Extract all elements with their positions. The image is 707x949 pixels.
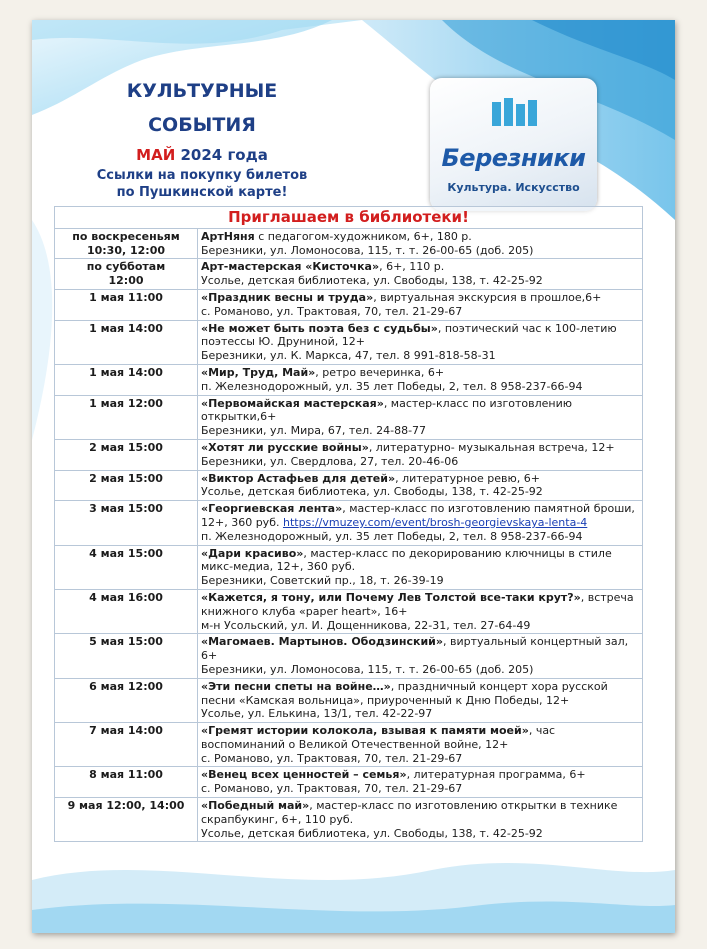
event-date: 2 мая 15:00 (55, 439, 198, 470)
table-heading: Приглашаем в библиотеки! (55, 207, 643, 229)
event-address: Березники, ул. К. Маркса, 47, тел. 8 991-818-58-31 (201, 349, 496, 363)
event-address: Березники, ул. Мира, 67, тел. 24-88-77 (201, 424, 427, 438)
event-date: 9 мая 12:00, 14:00 (55, 798, 198, 842)
event-title: «Гремят истории колокола, взывая к памяти моей» (201, 724, 529, 738)
event-description: , мастер-класс по декорированию ключницы в стиле микс-медиа, 12+, 360 руб. (201, 546, 612, 574)
event-description: с педагогом-художником, 6+, 180 р. (254, 229, 472, 243)
event-address: с. Романово, ул. Трактовая, 70, тел. 21-29-67 (201, 782, 463, 796)
event-address: п. Железнодорожный, ул. 35 лет Победы, 2, тел. 8 958-237-66-94 (201, 529, 583, 543)
event-title: «Эти песни спеты на войне…» (201, 679, 391, 693)
event-date: 1 мая 14:00 (55, 320, 198, 364)
event-description: , 6+, 110 р. (379, 260, 445, 274)
event-title: «Праздник весны и труда» (201, 290, 374, 304)
event-info (198, 545, 643, 589)
table-row (55, 634, 643, 678)
links-line-1: Ссылки на покупку билетов (96, 168, 308, 183)
table-row (55, 364, 643, 395)
title-line-2: СОБЫТИЯ (148, 114, 256, 136)
event-info (198, 439, 643, 470)
event-info (198, 364, 643, 395)
poster-page (32, 20, 675, 933)
table-row (55, 501, 643, 545)
ticket-link[interactable]: https://vmuzey.com/event/brosh-georgievskaya-lenta-4 (282, 515, 588, 529)
event-title: «Виктор Астафьев для детей» (201, 471, 396, 485)
event-address: с. Романово, ул. Трактовая, 70, тел. 21-29-67 (201, 751, 463, 765)
event-info (198, 470, 643, 501)
event-title: «Дари красиво» (201, 546, 304, 560)
event-date: 4 мая 16:00 (55, 589, 198, 633)
event-title: «Хотят ли русские войны» (201, 440, 369, 454)
event-description: , мастер-класс по изготовлению открытки,6+ (201, 396, 572, 424)
event-description: , праздничный концерт хора русской песни «Камская вольница», приуроченный к Дню Победы, 12+ (201, 679, 608, 707)
event-info (198, 259, 643, 290)
links-line-2: по Пушкинской карте! (116, 185, 288, 200)
event-title: «Первомайская мастерская» (201, 396, 384, 410)
event-address: Усолье, детская библиотека, ул. Свободы, 138, т. 42-25-92 (201, 826, 543, 840)
event-address: Усолье, детская библиотека, ул. Свободы, 138, т. 42-25-92 (201, 485, 543, 499)
event-info (198, 767, 643, 798)
table-row (55, 320, 643, 364)
event-info (198, 723, 643, 767)
event-info (198, 798, 643, 842)
table-row (55, 395, 643, 439)
table-row (55, 798, 643, 842)
table-row (55, 470, 643, 501)
event-info (198, 395, 643, 439)
event-date: 1 мая 11:00 (55, 289, 198, 320)
event-title: Арт-мастерская «Кисточка» (201, 260, 380, 274)
event-description: , мастер-класс по изготовлению памятной броши, 12+, 360 руб. (201, 502, 635, 529)
event-address: м-н Усольский, ул. И. Дощенникова, 22-31, тел. 27-64-49 (201, 618, 531, 632)
event-info (198, 678, 643, 722)
table-heading-row (55, 207, 643, 229)
event-address: с. Романово, ул. Трактовая, 70, тел. 21-29-67 (201, 304, 463, 318)
berezniki-logo (430, 78, 597, 211)
event-address: Березники, ул. Ломоносова, 115, т. т. 26-00-65 (доб. 205) (201, 662, 534, 676)
table-row (55, 545, 643, 589)
event-title: «Мир, Труд, Май» (201, 365, 316, 379)
event-description: , литературное ревю, 6+ (395, 471, 540, 485)
event-info (198, 501, 643, 545)
title-line-1: КУЛЬТУРНЫЕ (126, 80, 278, 102)
event-description: , встреча книжного клуба «paper heart», 16+ (201, 590, 634, 618)
event-description: , виртуальная экскурсия в прошлое,6+ (373, 290, 602, 304)
event-date: 1 мая 12:00 (55, 395, 198, 439)
event-address: Березники, Советский пр., 18, т. 26-39-19 (201, 574, 444, 588)
table-row (55, 228, 643, 259)
event-date: 2 мая 15:00 (55, 470, 198, 501)
event-info (198, 289, 643, 320)
events-table (54, 206, 643, 842)
month-name: МАЙ (136, 146, 176, 164)
table-row (55, 439, 643, 470)
pushkin-card-note (76, 167, 328, 201)
event-title: АртНяня (201, 229, 255, 243)
logo-subtitle: Культура. Искусство (447, 181, 580, 194)
event-info (198, 634, 643, 678)
event-description: , литературно- музыкальная встреча, 12+ (368, 440, 615, 454)
event-description: , виртуальный концертный зал, 6+ (201, 635, 629, 663)
event-date: 6 мая 12:00 (55, 678, 198, 722)
table-row (55, 589, 643, 633)
event-info (198, 320, 643, 364)
event-date: 5 мая 15:00 (55, 634, 198, 678)
table-row (55, 767, 643, 798)
event-address: Березники, ул. Ломоносова, 115, т. т. 26-00-65 (доб. 205) (201, 243, 534, 257)
event-info (198, 228, 643, 259)
event-description: , час воспоминаний о Великой Отечественной войне, 12+ (201, 724, 556, 751)
event-title: «Победный май» (201, 799, 310, 813)
event-title: «Кажется, я тону, или Почему Лев Толстой все-таки крут?» (201, 590, 581, 604)
event-description: , литературная программа, 6+ (406, 768, 586, 782)
event-date: 4 мая 15:00 (55, 545, 198, 589)
event-address: п. Железнодорожный, ул. 35 лет Победы, 2, тел. 8 958-237-66-94 (201, 379, 583, 393)
event-description: , мастер-класс по изготовлению открытки в технике скрапбукинг, 6+, 110 руб. (201, 799, 618, 826)
event-date: 7 мая 14:00 (55, 723, 198, 767)
table-row (55, 723, 643, 767)
event-title: «Магомаев. Мартынов. Ободзинский» (201, 635, 443, 649)
table-row (55, 259, 643, 290)
event-info (198, 589, 643, 633)
table-row (55, 289, 643, 320)
year-text: 2024 года (180, 146, 268, 164)
event-address: Усолье, ул. Елькина, 13/1, тел. 42-22-97 (201, 707, 433, 721)
event-date: 1 мая 14:00 (55, 364, 198, 395)
month-line (92, 146, 312, 164)
event-date: 3 мая 15:00 (55, 501, 198, 545)
event-description: , ретро вечеринка, 6+ (315, 365, 445, 379)
logo-name: Березники (441, 144, 586, 172)
event-title: «Георгиевская лента» (201, 502, 343, 516)
event-date: по воскресеньям 10:30, 12:00 (55, 228, 198, 259)
event-date: по субботам 12:00 (55, 259, 198, 290)
event-title: «Не может быть поэта без с судьбы» (201, 321, 438, 335)
event-address: Березники, ул. Свердлова, 27, тел. 20-46-06 (201, 454, 459, 468)
event-date: 8 мая 11:00 (55, 767, 198, 798)
event-title: «Венец всех ценностей – семья» (201, 768, 407, 782)
event-description: , поэтический час к 100-летию поэтессы Ю. Друниной, 12+ (201, 321, 617, 349)
event-address: Усолье, детская библиотека, ул. Свободы, 138, т. 42-25-92 (201, 274, 543, 288)
table-row (55, 678, 643, 722)
